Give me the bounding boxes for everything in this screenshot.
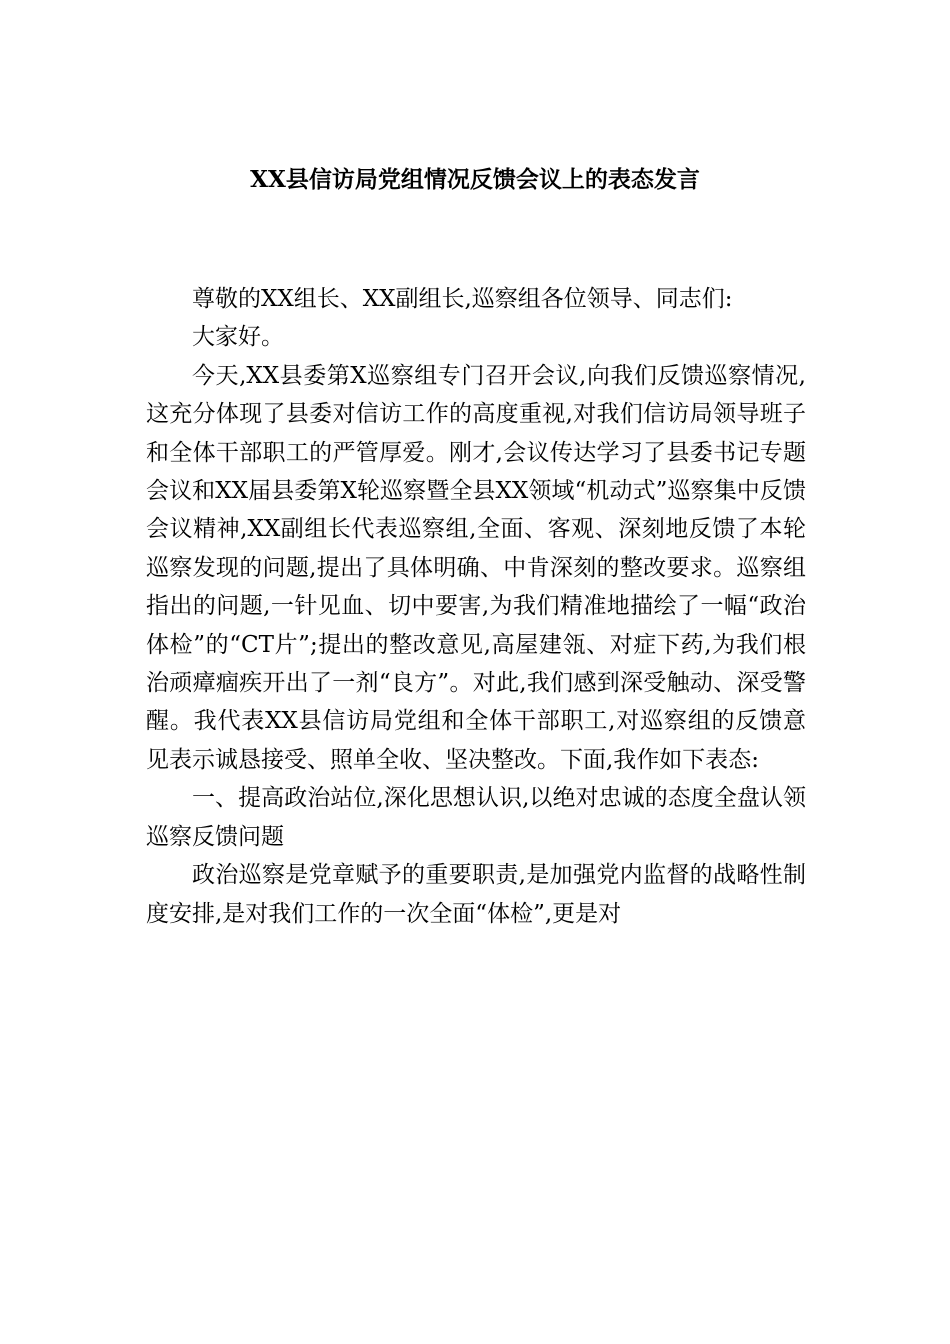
document-title: XX县信访局党组情况反馈会议上的表态发言 [250,166,700,193]
section-1-paragraph: 政治巡察是党章赋予的重要职责,是加强党内监督的战略性制度安排,是对我们工作的一次全面“体检”,更是对 [146,862,806,927]
document-body [146,280,806,933]
opening-paragraph: 今天,XX县委第X巡察组专门召开会议,向我们反馈巡察情况,这充分体现了县委对信访工作的高度重视,对我们信访局领导班子和全体干部职工的严管厚爱。刚才,会议传达学习了县委书记专题会议和XX届县委第X轮巡察暨全县XX领域“机动式”巡察集中反馈会议精神,XX副组长代表巡察组,全面、客观、深刻地反馈了本轮巡察发现的问题,提出了具体明确、中肯深刻的整改要求。巡察组指出的问题,一针见血、切中要害,为我们精准地描绘了一幅“政治体检”的“CT片”;提出的整改意见,高屋建瓴、对症下药,为我们根治顽瘴痼疾开出了一剂“良方”。对此,我们感到深受触动、深受警醒。我代表XX县信访局党组和全体干部职工,对巡察组的反馈意见表示诚恳接受、照单全收、坚决整改。下面,我作如下表态: [146,362,806,773]
greeting-paragraph: 大家好。 [192,324,284,351]
salutation-paragraph: 尊敬的XX组长、XX副组长,巡察组各位领导、同志们: [192,286,733,312]
section-heading-1: 一、提高政治站位,深化思想认识,以绝对忠诚的态度全盘认领巡察反馈问题 [146,785,806,850]
